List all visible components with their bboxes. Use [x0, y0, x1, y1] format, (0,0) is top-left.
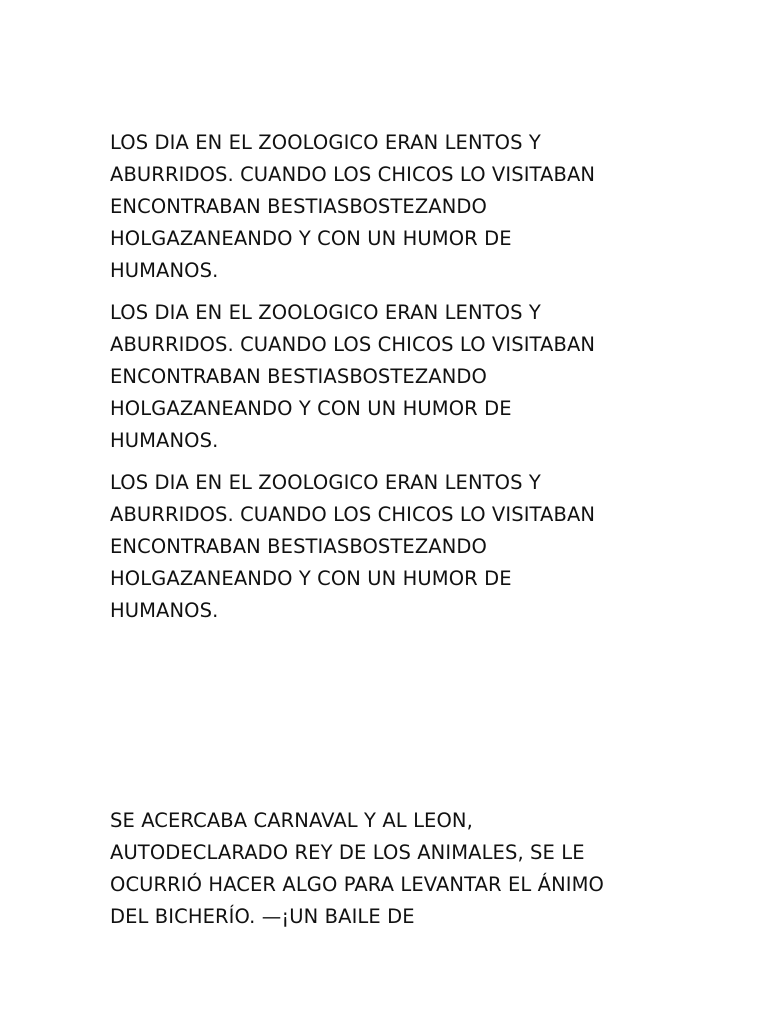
paragraph-line: ENCONTRABAN BESTIASBOSTEZANDO [110, 535, 487, 558]
paragraph-line: HUMANOS. [110, 599, 219, 622]
paragraph-line: ABURRIDOS. CUANDO LOS CHICOS LO VISITABAN [110, 503, 596, 526]
paragraph-line: ENCONTRABAN BESTIASBOSTEZANDO [110, 195, 487, 218]
paragraph-line: OCURRIÓ HACER ALGO PARA LEVANTAR EL ÁNIMO [110, 873, 605, 896]
paragraph-line: AUTODECLARADO REY DE LOS ANIMALES, SE LE [110, 841, 585, 864]
paragraph-line: ABURRIDOS. CUANDO LOS CHICOS LO VISITABAN [110, 163, 596, 186]
paragraph-2 [110, 297, 670, 457]
paragraph-line: HOLGAZANEANDO Y CON UN HUMOR DE [110, 227, 512, 250]
paragraph-line: DEL BICHERÍO. —¡UN BAILE DE [110, 905, 415, 928]
paragraph-line: HOLGAZANEANDO Y CON UN HUMOR DE [110, 567, 512, 590]
paragraph-line: ENCONTRABAN BESTIASBOSTEZANDO [110, 365, 487, 388]
paragraph-line: SE ACERCABA CARNAVAL Y AL LEON, [110, 809, 473, 832]
paragraph-1 [110, 127, 670, 287]
paragraph-4 [110, 805, 670, 933]
paragraph-line: HUMANOS. [110, 259, 219, 282]
paragraph-line: HUMANOS. [110, 429, 219, 452]
paragraph-line: LOS DIA EN EL ZOOLOGICO ERAN LENTOS Y [110, 131, 541, 154]
paragraph-line: LOS DIA EN EL ZOOLOGICO ERAN LENTOS Y [110, 301, 541, 324]
paragraph-3 [110, 467, 670, 627]
paragraph-line: ABURRIDOS. CUANDO LOS CHICOS LO VISITABAN [110, 333, 596, 356]
paragraph-line: LOS DIA EN EL ZOOLOGICO ERAN LENTOS Y [110, 471, 541, 494]
paragraph-line: HOLGAZANEANDO Y CON UN HUMOR DE [110, 397, 512, 420]
